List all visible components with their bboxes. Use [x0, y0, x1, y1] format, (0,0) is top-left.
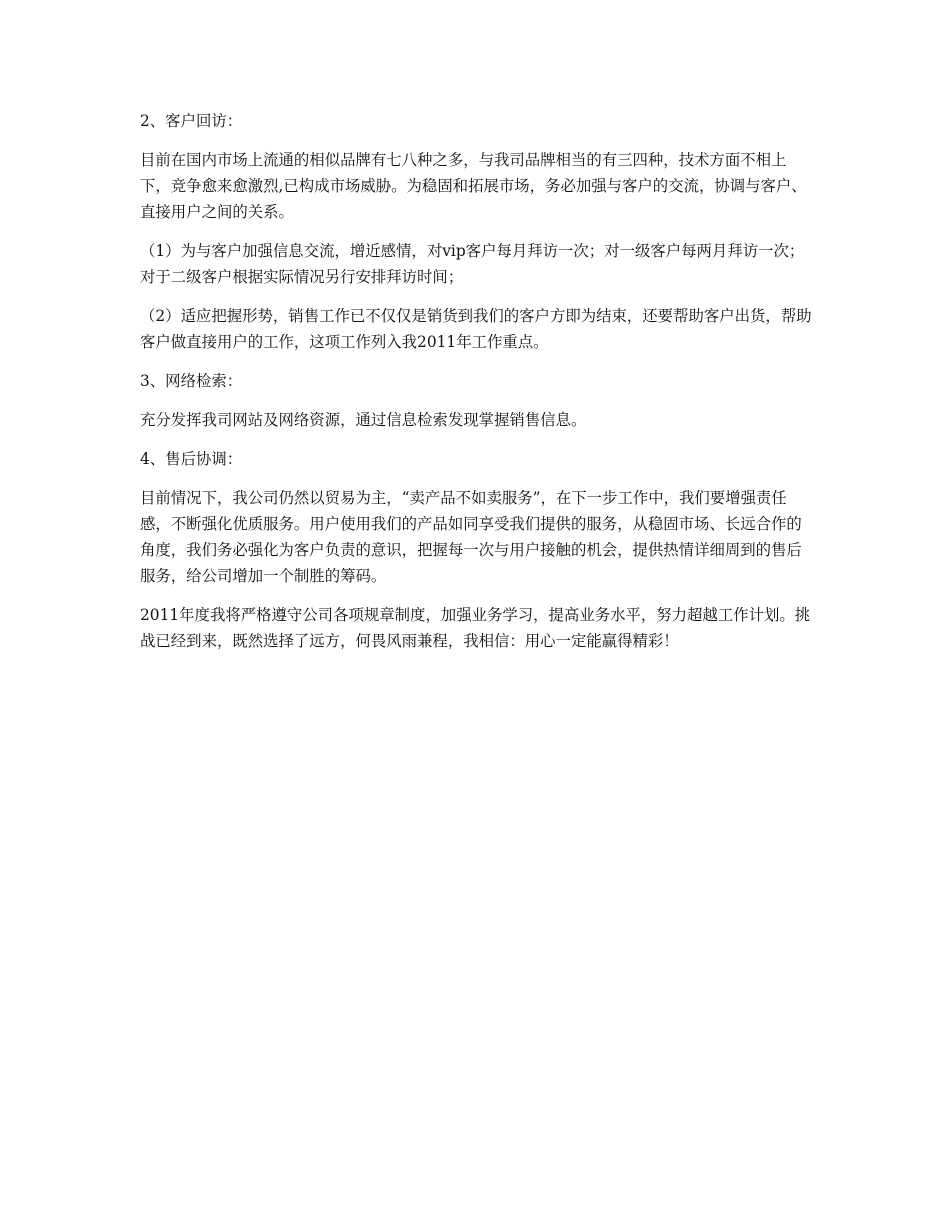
paragraph-visit-schedule: （1）为与客户加强信息交流，增近感情，对vip客户每月拜访一次；对一级客户每两月拜访一次；对于二级客户根据实际情况另行安排拜访时间；	[140, 242, 805, 286]
paragraph-after-sales-service: 目前情况下，我公司仍然以贸易为主，“卖产品不如卖服务”，在下一步工作中，我们要增强责任感，不断强化优质服务。用户使用我们的产品如同享受我们提供的服务，从稳固市场、长远合作的角度，我们务必强化为客户负责的意识，把握每一次与用户接触的机会，提供热情详细周到的售后服务，给公司增加一个制胜的筹码。	[140, 489, 802, 585]
paragraph-network-resources: 充分发挥我司网站及网络资源，通过信息检索发现掌握销售信息。	[140, 411, 587, 429]
paragraph-sales-support: （2）适应把握形势，销售工作已不仅仅是销货到我们的客户方即为结束，还要帮助客户出货，帮助客户做直接用户的工作，这项工作列入我2011年工作重点。	[140, 307, 812, 351]
section-heading-network-search: 3、网络检索：	[140, 372, 243, 390]
section-heading-after-sales: 4、售后协调：	[140, 450, 243, 468]
paragraph-closing-statement: 2011年度我将严格遵守公司各项规章制度，加强业务学习，提高业务水平，努力超越工作计划。挑战已经到来，既然选择了远方，何畏风雨兼程，我相信：用心一定能赢得精彩！	[140, 606, 811, 650]
document-body	[140, 108, 812, 667]
section-heading-customer-visits: 2、客户回访：	[140, 112, 243, 130]
paragraph-market-situation: 目前在国内市场上流通的相似品牌有七八种之多，与我司品牌相当的有三四种，技术方面不相上下，竞争愈来愈激烈,已构成市场威胁。为稳固和拓展市场，务必加强与客户的交流，协调与客户、直接用户之间的关系。	[140, 151, 807, 221]
